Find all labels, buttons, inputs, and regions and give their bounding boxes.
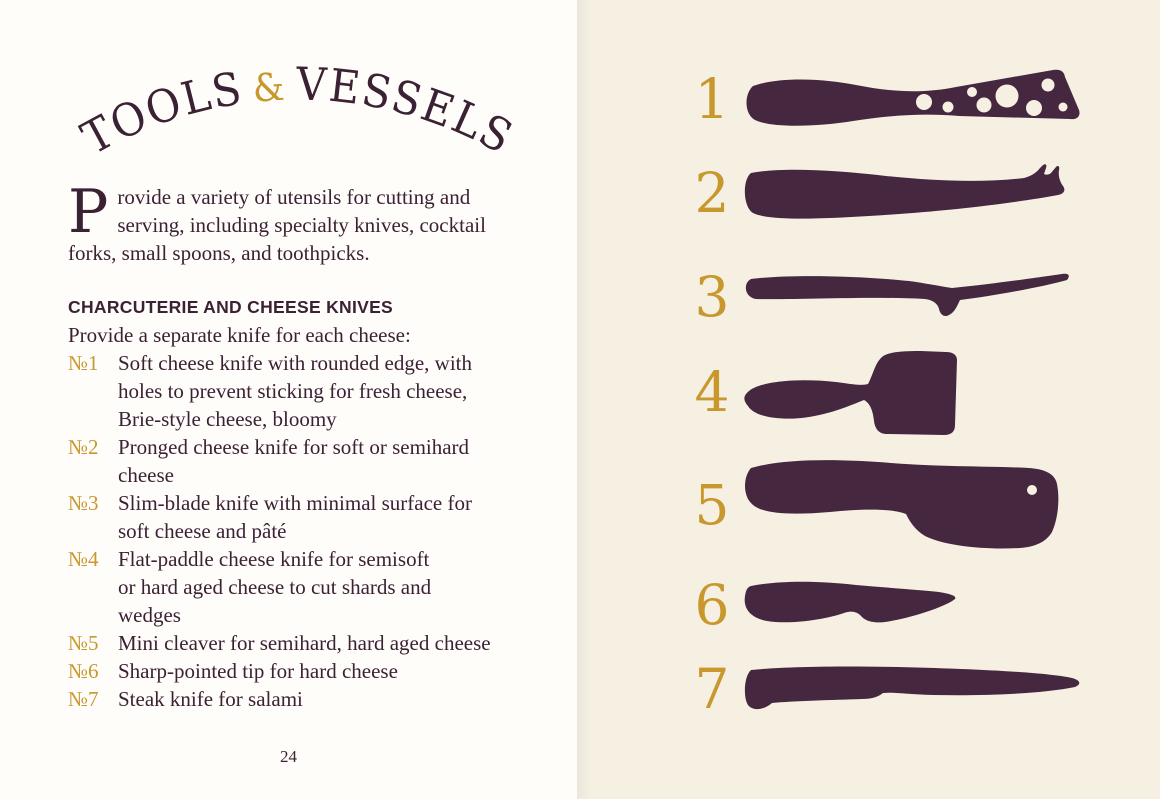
figure-1-number: 1 — [694, 66, 730, 131]
figure-4-number: 4 — [694, 359, 730, 424]
sharp-pointed-knife-icon — [741, 578, 961, 633]
item-text: Mini cleaver for semihard, hard aged cheese — [118, 631, 491, 655]
steak-knife-icon — [741, 664, 1086, 714]
item-number: №7 — [68, 687, 99, 711]
figure-3 — [577, 264, 1160, 329]
knife-list — [68, 349, 527, 713]
list-item-3 — [68, 489, 527, 545]
figure-5-number: 5 — [694, 472, 730, 537]
intro-paragraph — [68, 177, 520, 267]
item-text: Pronged cheese knife for soft or semihard cheese — [118, 435, 470, 487]
figure-6-number: 6 — [694, 572, 730, 637]
figure-3-number: 3 — [694, 264, 730, 329]
figure-1 — [577, 54, 1160, 144]
figure-2-number: 2 — [694, 160, 730, 225]
list-item-4 — [68, 545, 527, 629]
list-item-7 — [68, 685, 527, 713]
svg-text:TOOLS&VESSELS — [72, 57, 525, 166]
soft-cheese-knife-icon — [741, 64, 1081, 134]
item-text: Sharp-pointed tip for hard cheese — [118, 659, 398, 683]
list-item-6 — [68, 657, 527, 685]
figure-7 — [577, 656, 1160, 721]
section-lead: Provide a separate knife for each cheese: — [68, 323, 411, 347]
item-number: №4 — [68, 547, 99, 571]
item-text: Steak knife for salami — [118, 687, 303, 711]
page-number: 24 — [280, 747, 297, 766]
list-item-5 — [68, 629, 527, 657]
drop-cap: P — [68, 177, 109, 247]
chapter-title — [72, 40, 524, 167]
list-item-2 — [68, 433, 527, 489]
figure-5 — [577, 450, 1160, 560]
slim-blade-knife-icon — [741, 272, 1071, 322]
title-word-tools: TOOLS — [72, 61, 249, 165]
list-item-1 — [68, 349, 527, 433]
figure-6 — [577, 572, 1160, 637]
item-number: №5 — [68, 631, 99, 655]
mini-cleaver-icon — [741, 453, 1066, 558]
item-text: Soft cheese knife with rounded edge, with holes to prevent sticking for fresh cheese, Brie-style cheese, bloomy — [118, 351, 472, 431]
pronged-cheese-knife-icon — [741, 163, 1066, 223]
figure-7-number: 7 — [694, 656, 730, 721]
right-page — [577, 0, 1160, 799]
left-page — [0, 0, 577, 799]
section-heading: CHARCUTERIE AND CHEESE KNIVES — [68, 297, 394, 317]
flat-paddle-knife-icon — [741, 345, 961, 440]
item-text: Slim-blade knife with minimal surface for soft cheese and pâté — [118, 491, 472, 543]
title-word-vessels: VESSELS — [294, 57, 525, 166]
item-number: №3 — [68, 491, 99, 515]
item-text: Flat-paddle cheese knife for semisoft or hard aged cheese to cut shards and wedges — [118, 547, 432, 627]
intro-text: rovide a variety of utensils for cutting and serving, including specialty knives, cocktail forks, small spoons, and toothpicks. — [68, 185, 486, 265]
figure-4 — [577, 344, 1160, 440]
title-ampersand: & — [250, 64, 290, 112]
item-number: №2 — [68, 435, 99, 459]
item-number: №1 — [68, 351, 99, 375]
item-number: №6 — [68, 659, 99, 683]
figure-2 — [577, 160, 1160, 226]
